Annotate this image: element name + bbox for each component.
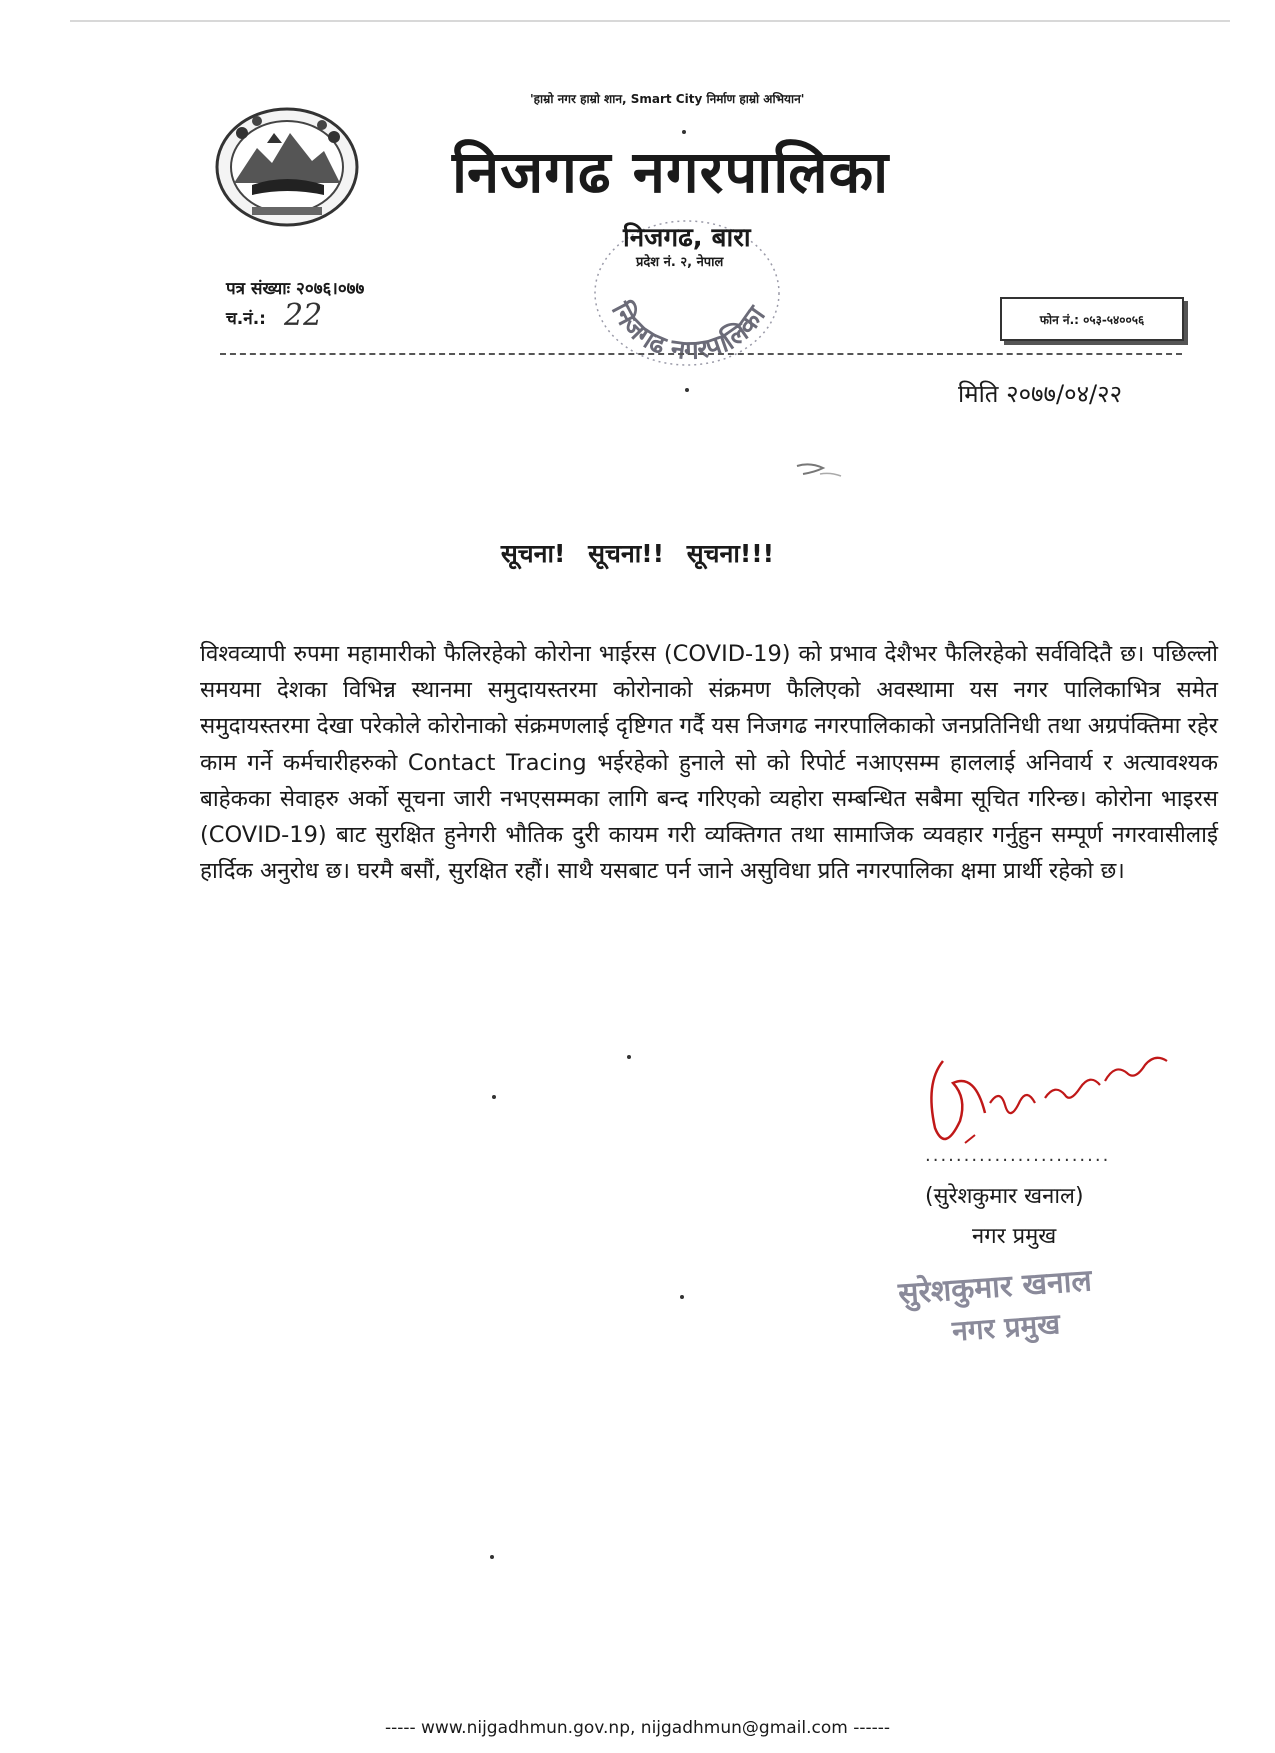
scan-mark	[795, 460, 845, 480]
stamp-text: निजगढ नगरपालिका	[605, 297, 772, 366]
scan-speck	[490, 1555, 494, 1559]
page-title: निजगढ नगरपालिका	[452, 138, 890, 206]
notice-body: विश्वव्यापी रुपमा महामारीको फैलिरहेको कोरोना भाईरस (COVID-19) को प्रभाव देशैभर फैलिरहेको सर्वविदितै छ। पछिल्लो समयमा देशका विभिन्न स्थानमा समुदायस्तरमा कोरोनाको संक्रमण फैलिएको अवस्थामा यस नगर पालिकाभित्र समेत समुदायस्तरमा देखा परेकोले कोरोनाको संक्रमणलाई दृष्टिगत गर्दै यस निजगढ नगरपालिकाको जनप्रतिनिधी तथा अग्रपंक्तिमा रहेर काम गर्ने कर्मचारीहरुको Contact Tracing भईरहेको हुनाले सो को रिपोर्ट नआएसम्म हाललाई अनिवार्य र अत्यावश्यक बाहेकका सेवाहरु अर्को सूचना जारी नभएसम्मका लागि बन्द गरिएको व्यहोरा सम्बन्धित सबैमा सूचित गरिन्छ। कोरोना भाइरस (COVID-19) बाट सुरक्षित हुनेगरी भौतिक दुरी कायम गरी व्यक्तिगत तथा सामाजिक व्यवहार गर्नुहुन सम्पूर्ण नगरवासीलाई हार्दिक अनुरोध छ। घरमै बसौं, सुरक्षित रहौं। साथै यसबाट पर्न जाने असुविधा प्रति नगरपालिका क्षमा प्रार्थी रहेको छ।	[200, 641, 1218, 885]
scan-speck	[680, 1295, 684, 1299]
scan-edge	[70, 20, 1230, 22]
scan-speck	[685, 388, 689, 392]
letter-date: मिति २०७७/०४/२२	[958, 380, 1123, 408]
scan-speck	[627, 1055, 631, 1059]
slogan: 'हाम्रो नगर हाम्रो शान, Smart City निर्माण हाम्रो अभियान'	[530, 92, 805, 106]
seal-title: नगर प्रमुख	[951, 1307, 1062, 1348]
handwritten-signature	[905, 1043, 1180, 1158]
letter-number: पत्र संख्याः २०७६।०७७	[226, 279, 365, 299]
scan-speck	[492, 1095, 496, 1099]
footer-contact: ----- www.nijgadhmun.gov.np, nijgadhmun@gmail.com ------	[384, 1718, 891, 1738]
signature-line: ........................	[925, 1145, 1111, 1166]
signatory-name: (सुरेशकुमार खनाल)	[925, 1184, 1084, 1209]
seal-name: सुरेशकुमार खनाल	[897, 1263, 1093, 1312]
nepal-emblem-icon	[212, 103, 362, 231]
scan-speck	[682, 130, 686, 134]
address-province: प्रदेश नं. २, नेपाल	[636, 255, 724, 270]
phone-box	[1000, 297, 1184, 341]
dispatch-number-label: च.नं.:	[226, 309, 266, 329]
dispatch-number-value: 22	[284, 298, 323, 333]
header-divider	[220, 353, 1182, 355]
signatory-title: नगर प्रमुख	[972, 1224, 1057, 1249]
address-city: निजगढ, बारा	[623, 223, 751, 253]
svg-text:निजगढ नगरपालिका	[605, 296, 773, 366]
phone-number: फोन नं.: ०५३-५४००५६	[1039, 312, 1145, 327]
notice-heading: सूचना! सूचना!! सूचना!!!	[500, 539, 775, 568]
